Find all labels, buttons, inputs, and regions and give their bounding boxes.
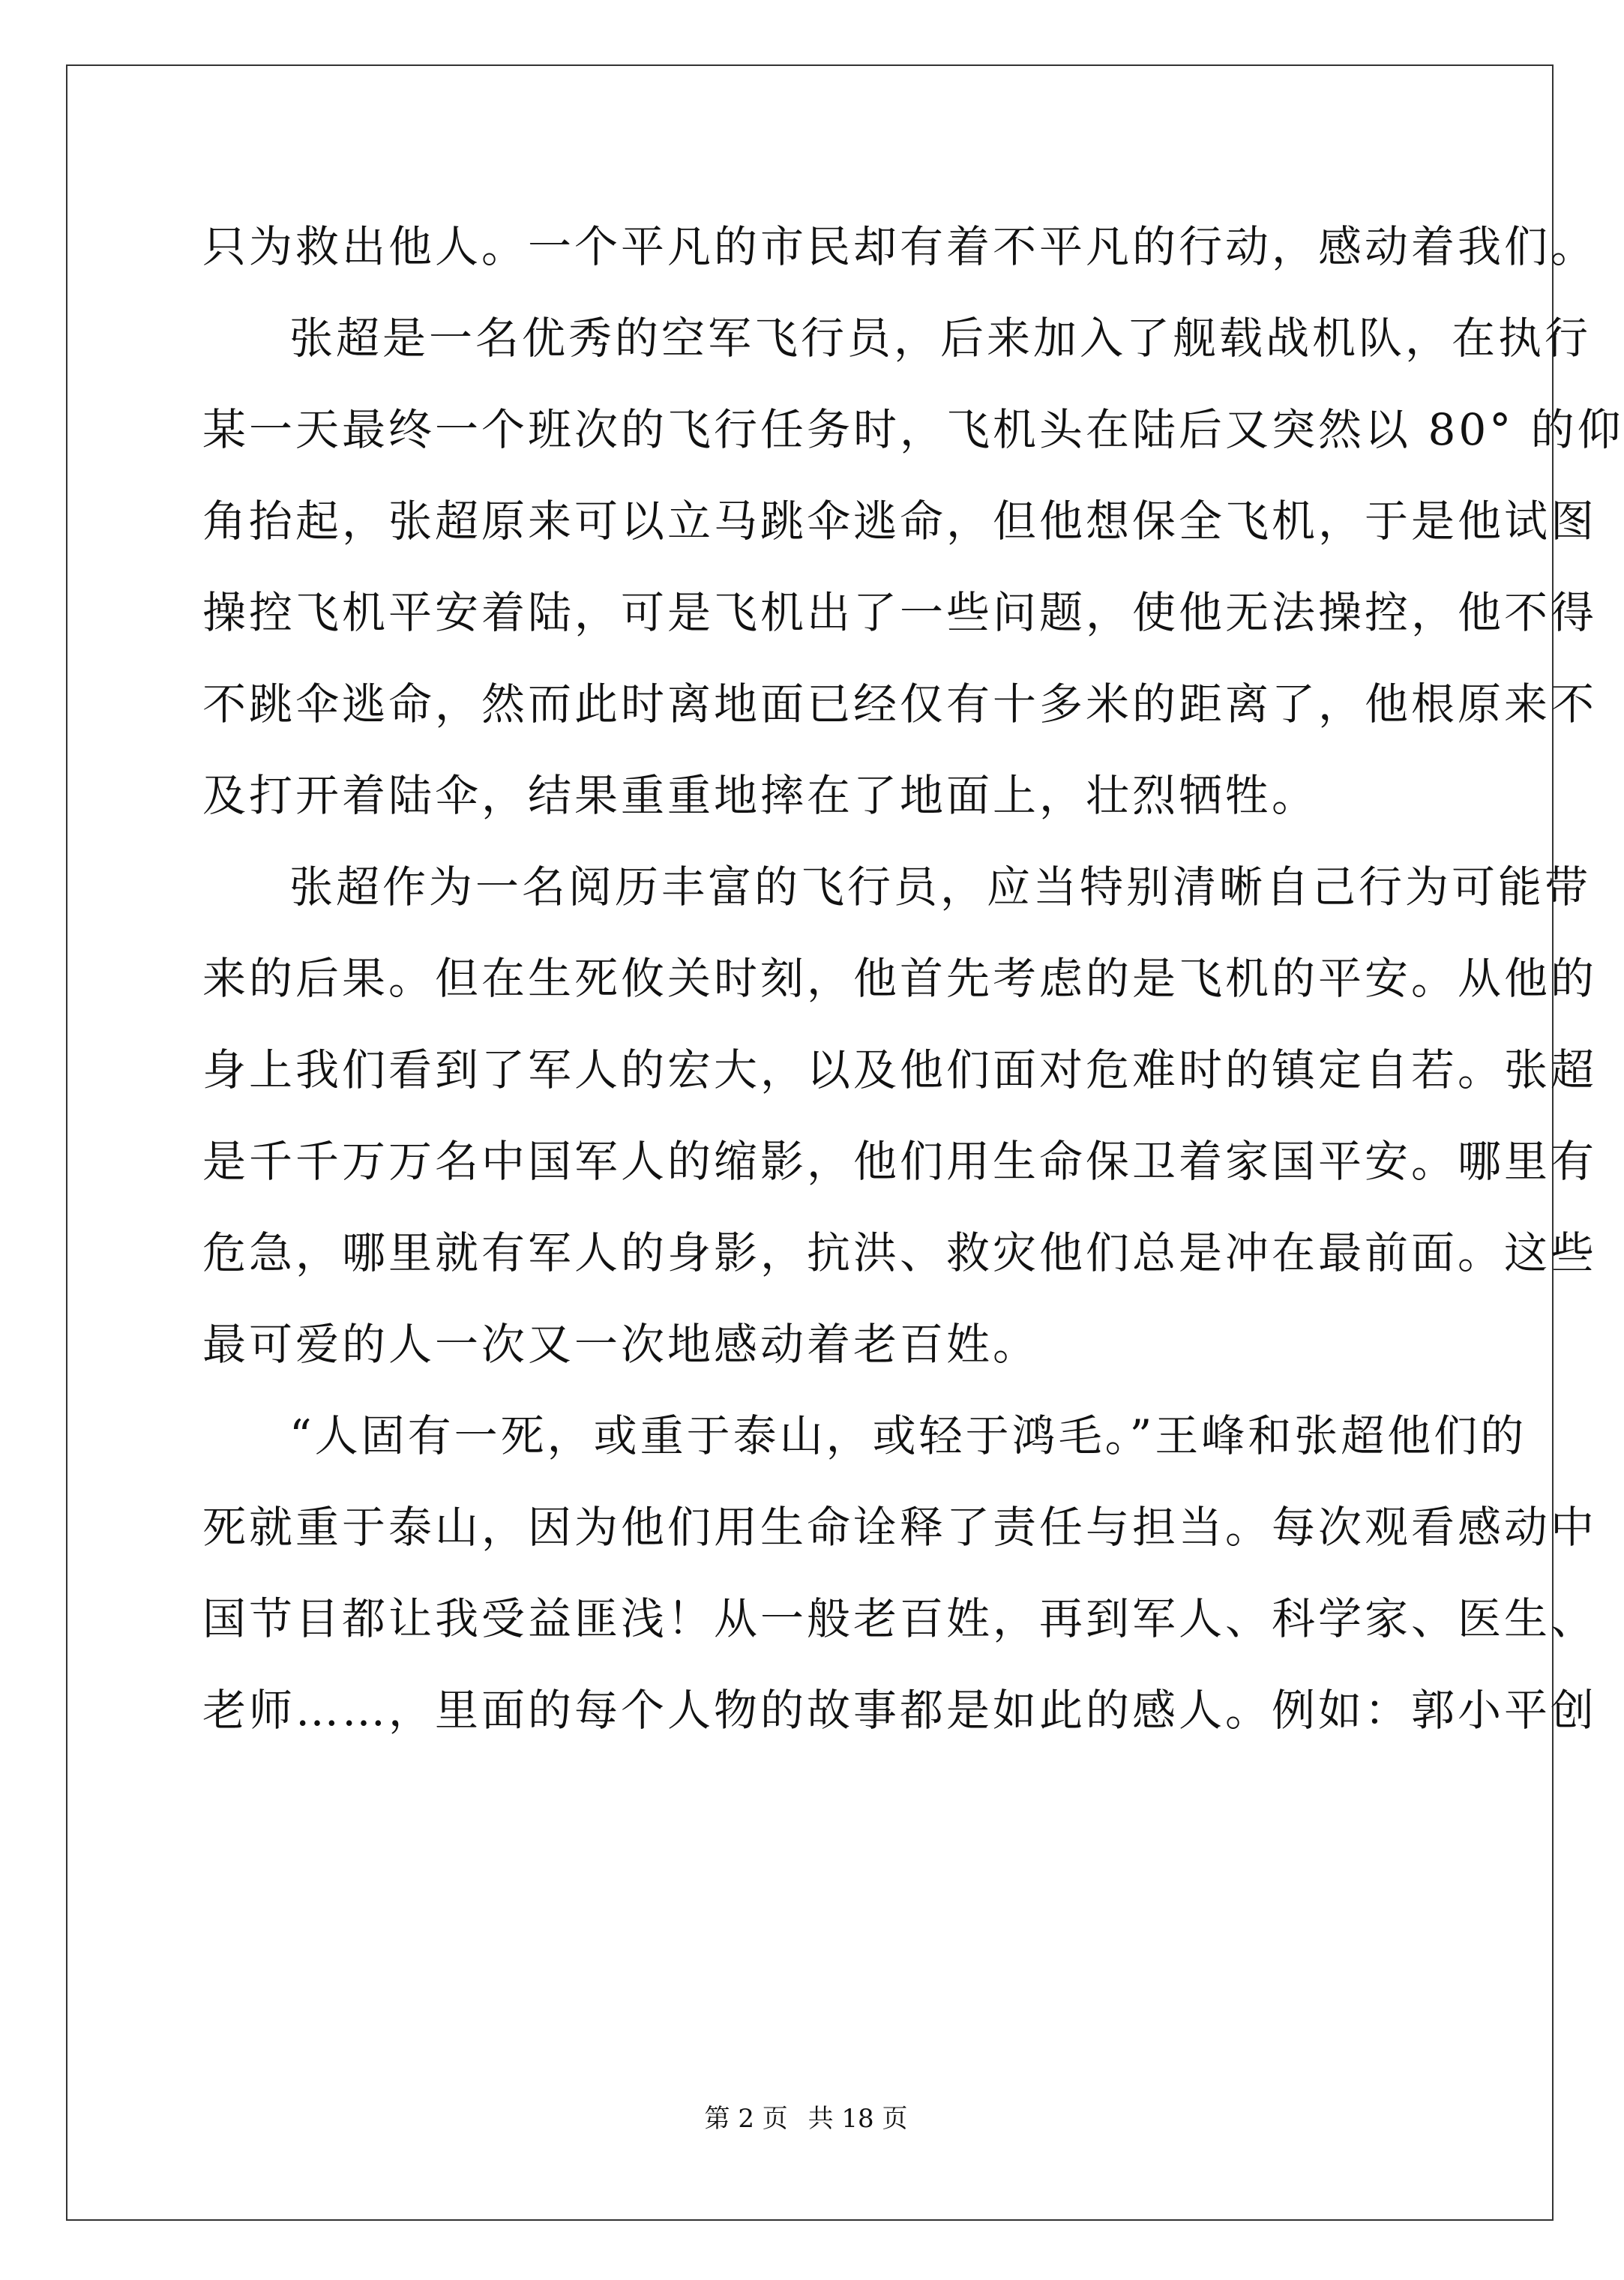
text-line: 不跳伞逃命，然而此时离地面已经仅有十多米的距离了，他根原来不	[202, 679, 1598, 730]
text-line: 危急，哪里就有军人的身影，抗洪、救灾他们总是冲在最前面。这些	[202, 1227, 1598, 1278]
text-line: 来的后果。但在生死攸关时刻，他首先考虑的是飞机的平安。从他的	[202, 953, 1598, 1004]
page-total: 共 18 页	[808, 2104, 908, 2134]
text-line: 老师……，里面的每个人物的故事都是如此的感人。例如：郭小平创	[202, 1685, 1598, 1736]
page-number: 第 2 页	[704, 2104, 788, 2134]
text-line: 最可爱的人一次又一次地感动着老百姓。	[202, 1319, 1040, 1370]
text-line: 操控飞机平安着陆，可是飞机出了一些问题，使他无法操控，他不得	[202, 587, 1598, 638]
text-line: 角抬起，张超原来可以立马跳伞逃命，但他想保全飞机，于是他试图	[202, 496, 1598, 547]
text-line: 只为救出他人。一个平凡的市民却有着不平凡的行动，感动着我们。	[202, 221, 1598, 272]
text-line: 某一天最终一个班次的飞行任务时，飞机头在陆后又突然以 80° 的仰	[202, 404, 1624, 455]
text-line: “人固有一死，或重于泰山，或轻于鸿毛。”王峰和张超他们的	[289, 1410, 1527, 1461]
text-line: 及打开着陆伞，结果重重地摔在了地面上，壮烈牺牲。	[202, 770, 1319, 821]
text-line: 是千千万万名中国军人的缩影，他们用生命保卫着家国平安。哪里有	[202, 1136, 1598, 1187]
text-line: 张超作为一名阅历丰富的飞行员，应当特别清晰自己行为可能带	[289, 861, 1592, 912]
text-line: 张超是一名优秀的空军飞行员，后来加入了舰载战机队，在执行	[289, 313, 1592, 364]
page-footer	[0, 2104, 1612, 2134]
text-line: 国节目都让我受益匪浅！从一般老百姓，再到军人、科学家、医生、	[202, 1593, 1598, 1644]
text-line: 死就重于泰山，因为他们用生命诠释了责任与担当。每次观看感动中	[202, 1502, 1598, 1553]
document-body	[202, 201, 1624, 1756]
text-line: 身上我们看到了军人的宏大，以及他们面对危难时的镇定自若。张超	[202, 1044, 1598, 1095]
